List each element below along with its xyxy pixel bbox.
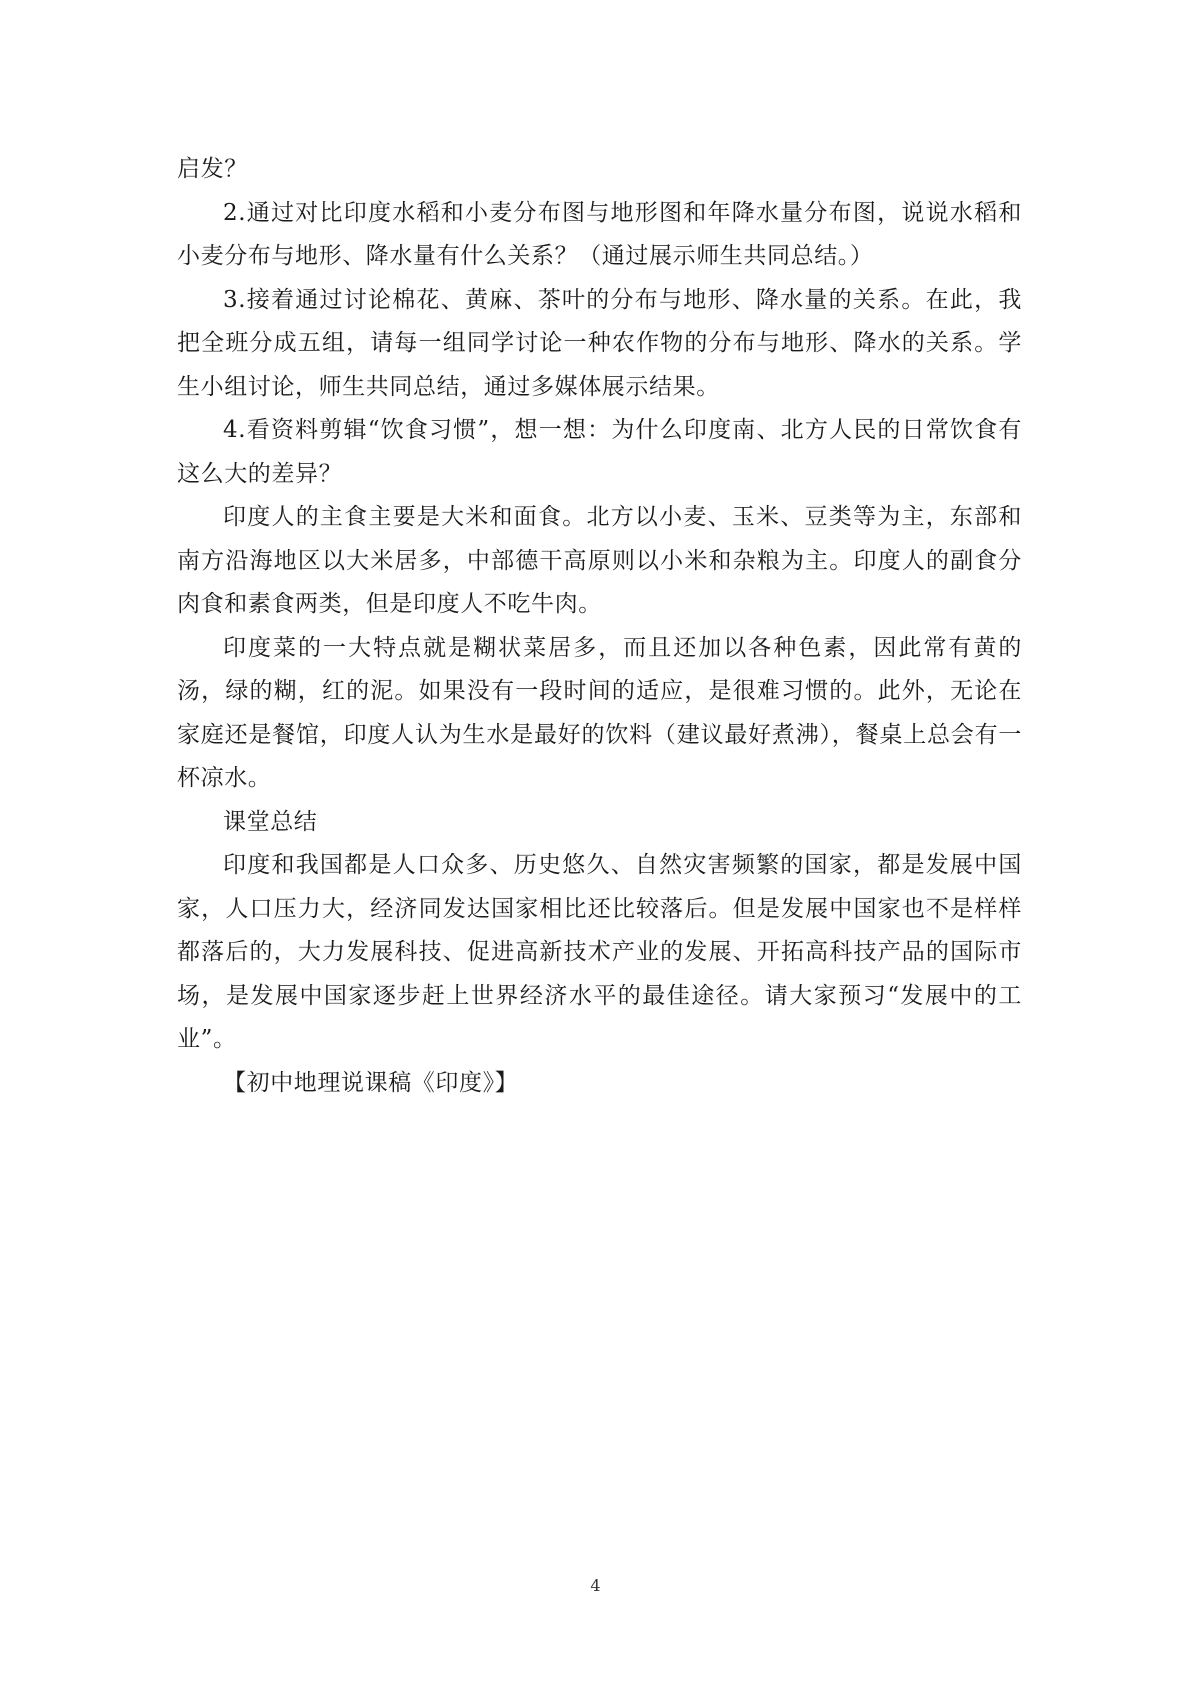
paragraph-staple-food: 印度人的主食主要是大米和面食。北方以小麦、玉米、豆类等为主，东部和南方沿海地区以大米居多，中部德干高原则以小米和杂粮为主。印度人的副食分肉食和素食两类，但是印度人不吃牛肉。 xyxy=(177,504,1022,617)
section-heading-summary: 课堂总结 xyxy=(223,808,318,835)
document-title-tag: 【初中地理说课稿《印度》】 xyxy=(223,1069,519,1096)
paragraph-item-2: 2.通过对比印度水稻和小麦分布图与地形图和年降水量分布图，说说水稻和小麦分布与地形、降水量有什么关系？（通过展示师生共同总结。） xyxy=(177,199,1022,269)
paragraph-item-3: 3.接着通过讨论棉花、黄麻、茶叶的分布与地形、降水量的关系。在此，我把全班分成五组，请每一组同学讨论一种农作物的分布与地形、降水的关系。学生小组讨论，师生共同总结，通过多媒体展示结果。 xyxy=(177,286,1022,400)
paragraph-summary: 印度和我国都是人口众多、历史悠久、自然灾害频繁的国家，都是发展中国家，人口压力大，经济同发达国家相比还比较落后。但是发展中国家也不是样样都落后的，大力发展科技、促进高新技术产业的发展、开拓高科技产品的国际市场，是发展中国家逐步赶上世界经济水平的最佳途径。请大家预习“发展中的工业”。 xyxy=(177,852,1022,1052)
paragraph-continuation: 启发？ xyxy=(177,156,248,182)
document-body xyxy=(177,148,1022,1105)
paragraph-item-4: 4.看资料剪辑“饮食习惯”，想一想：为什么印度南、北方人民的日常饮食有这么大的差异？ xyxy=(177,417,1022,487)
paragraph-indian-cuisine: 印度菜的一大特点就是糊状菜居多，而且还加以各种色素，因此常有黄的汤，绿的糊，红的泥。如果没有一段时间的适应，是很难习惯的。此外，无论在家庭还是餐馆，印度人认为生水是最好的饮料（建议最好煮沸），餐桌上总会有一杯凉水。 xyxy=(177,634,1022,791)
page-number: 4 xyxy=(590,1576,601,1595)
